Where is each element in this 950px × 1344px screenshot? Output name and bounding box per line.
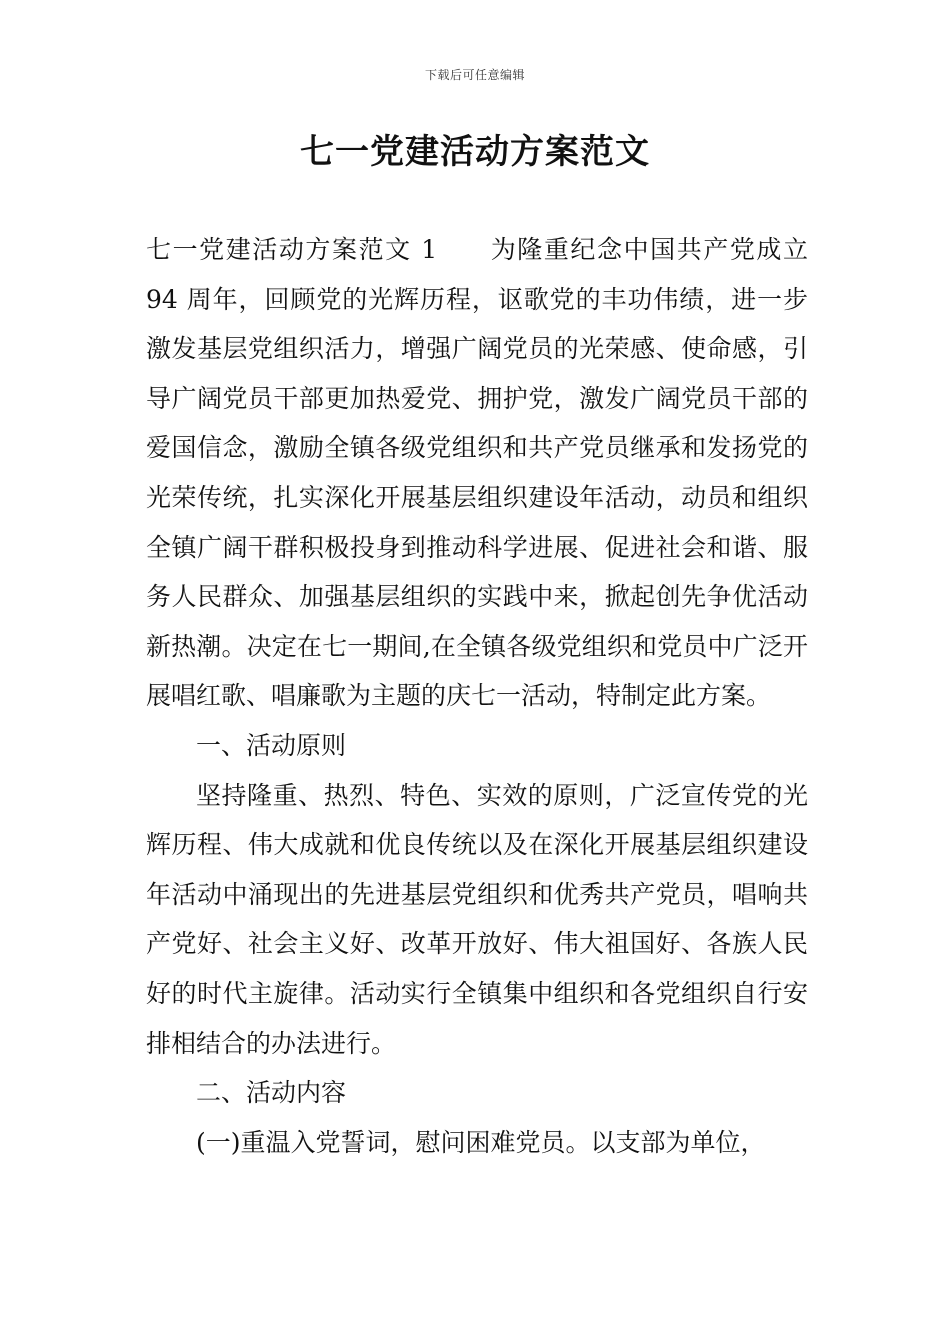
intro-lead: 七一党建活动方案范文 1 [146, 235, 438, 264]
section1-heading: 一、活动原则 [196, 730, 347, 760]
intro-body: 为隆重纪念中国共产党成立 94 周年，回顾党的光辉历程，讴歌党的丰功伟绩，进一步激发基层党组织活力，增强广阔党员的光荣感、使命感，引导广阔党员干部更加热爱党、拥护党，激发广阔党员干部的爱国信念，激励全镇各级党组织和共产党员继承和发扬党的光荣传统，扎实深化开展基层组织建设年活动，动员和组织全镇广阔干群积极投身到推动科学进展、促进社会和谐、服务人民群众、加强基层组织的实践中来，掀起创先争优活动新热潮。决定在七一期间,在全镇各级党组织和党员中广泛开展唱红歌、唱廉歌为主题的庆七一活动，特制定此方案。 [146, 235, 808, 711]
section2-heading: 二、活动内容 [196, 1078, 347, 1108]
section2-item1: (一)重温入党誓词，慰问困难党员。以支部为单位， [196, 1127, 766, 1157]
document-body [146, 225, 808, 1167]
intro-paragraph [146, 225, 808, 721]
header-note: 下载后可任意编辑 [424, 68, 525, 82]
page-title: 七一党建活动方案范文 [300, 132, 650, 172]
section1-paragraph: 坚持隆重、热烈、特色、实效的原则，广泛宣传党的光辉历程、伟大成就和优良传统以及在深化开展基层组织建设年活动中涌现出的先进基层党组织和优秀共产党员，唱响共产党好、社会主义好、改革开放好、伟大祖国好、各族人民好的时代主旋律。活动实行全镇集中组织和各党组织自行安排相结合的办法进行。 [146, 780, 808, 1058]
